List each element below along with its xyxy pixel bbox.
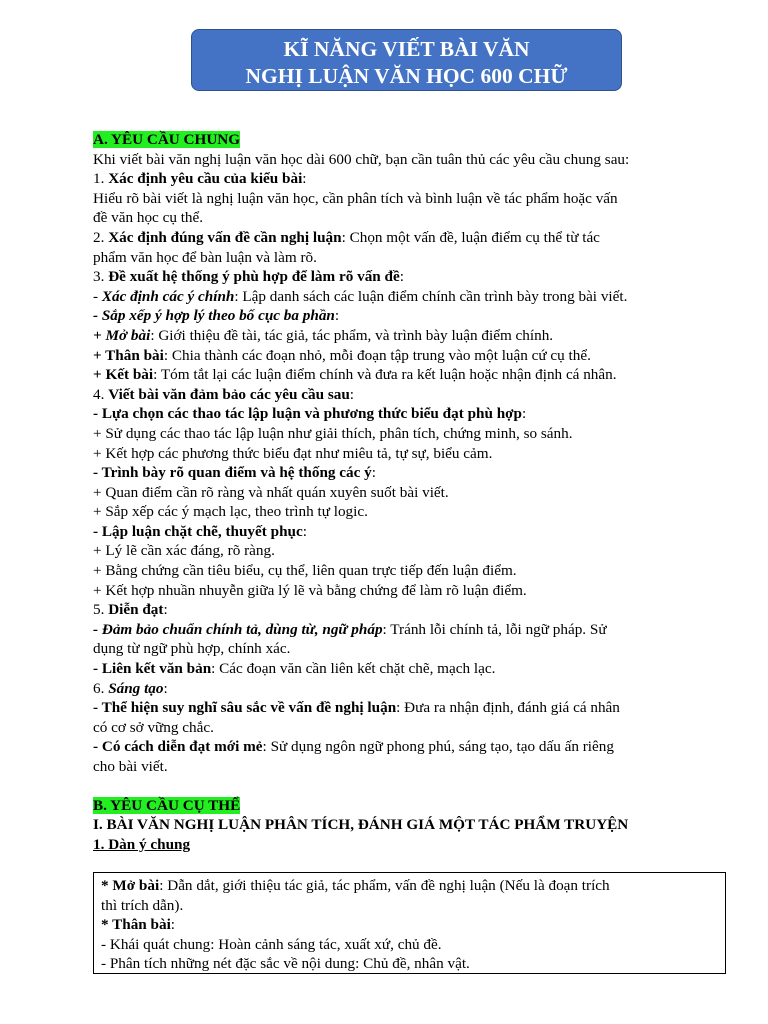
requirement-1: 1. Xác định yêu cầu của kiểu bài: <box>93 170 307 188</box>
requirement-4-b-2: + Sắp xếp các ý mạch lạc, theo trình tự logic. <box>93 503 368 521</box>
outline-box <box>93 872 726 974</box>
requirement-2: 2. Xác định đúng vấn đề cần nghị luận: Chọn một vấn đề, luận điểm cụ thể từ tác <box>93 228 600 246</box>
requirement-4-c-3: + Kết hợp nhuần nhuyễn giữa lý lẽ và bằng chứng để làm rõ luận điểm. <box>93 581 527 599</box>
document-title-banner <box>191 29 622 91</box>
requirement-3-ket-bai: + Kết bài: Tóm tắt lại các luận điểm chính và đưa ra kết luận hoặc nhận định cá nhân. <box>93 366 617 384</box>
intro-paragraph: Khi viết bài văn nghị luận văn học dài 600 chữ, bạn cần tuân thủ các yêu cầu chung sau: <box>93 150 630 168</box>
title-line-1: KĨ NĂNG VIẾT BÀI VĂN <box>283 37 530 61</box>
requirement-6-b-cont: cho bài viết. <box>93 758 168 775</box>
requirement-4-b: - Trình bày rõ quan điểm và hệ thống các ý: <box>93 464 376 482</box>
requirement-2-cont: phẩm văn học để bàn luận và làm rõ. <box>93 248 317 266</box>
requirement-5-a: - Đảm bảo chuẩn chính tả, dùng từ, ngữ pháp: Tránh lỗi chính tả, lỗi ngữ pháp. Sử <box>93 620 607 638</box>
requirement-4-c-1: + Lý lẽ cần xác đáng, rõ ràng. <box>93 542 275 560</box>
requirement-5-a-cont: dụng từ ngữ phù hợp, chính xác. <box>93 640 291 658</box>
requirement-1-text-cont: đề văn học cụ thể. <box>93 209 204 227</box>
requirement-3: 3. Đề xuất hệ thống ý phù hợp để làm rõ vấn đề: <box>93 268 404 286</box>
section-b-heading: B. YÊU CẦU CỤ THỂ <box>93 796 241 814</box>
section-a-heading: A. YÊU CẦU CHUNG <box>93 131 241 148</box>
requirement-3-mo-bai: + Mở bài: Giới thiệu đề tài, tác giả, tác phẩm, và trình bày luận điểm chính. <box>93 326 554 344</box>
requirement-6-b: - Có cách diễn đạt mới mẻ: Sử dụng ngôn ngữ phong phú, sáng tạo, tạo dấu ấn riêng <box>93 738 614 756</box>
requirement-4-b-1: + Quan điểm cần rõ ràng và nhất quán xuyên suốt bài viết. <box>93 483 449 501</box>
requirement-6: 6. Sáng tạo: <box>93 679 168 697</box>
requirement-4-c-2: + Bằng chứng cần tiêu biểu, cụ thể, liên quan trực tiếp đến luận điểm. <box>93 562 517 580</box>
title-line-2: NGHỊ LUẬN VĂN HỌC 600 CHỮ <box>245 64 568 88</box>
requirement-6-a-cont: có cơ sở vững chắc. <box>93 718 214 736</box>
outline-than-bai-2: - Phân tích những nét đặc sắc về nội dung: Chủ đề, nhân vật. <box>101 955 470 973</box>
requirement-5: 5. Diễn đạt: <box>93 601 168 619</box>
outline-than-bai-1: - Khái quát chung: Hoàn cảnh sáng tác, xuất xứ, chủ đề. <box>101 935 442 953</box>
requirement-6-a: - Thể hiện suy nghĩ sâu sắc về vấn đề nghị luận: Đưa ra nhận định, đánh giá cá nhân <box>93 699 620 717</box>
outline-mo-bai-cont: thì trích dẫn). <box>101 896 184 914</box>
document-body <box>93 130 743 854</box>
outline-than-bai: * Thân bài: <box>101 916 176 934</box>
requirement-4: 4. Viết bài văn đảm bảo các yêu cầu sau: <box>93 385 355 403</box>
outline-heading: 1. Dàn ý chung <box>93 835 191 853</box>
requirement-4-a-2: + Kết hợp các phương thức biểu đạt như miêu tả, tự sự, biểu cảm. <box>93 444 493 462</box>
requirement-3-a: - Xác định các ý chính: Lập danh sách các luận điểm chính cần trình bày trong bài viết. <box>93 287 628 305</box>
requirement-3-b: - Sắp xếp ý hợp lý theo bố cục ba phần: <box>93 307 340 325</box>
outline-mo-bai: * Mở bài: Dẫn dắt, giới thiệu tác giả, tác phẩm, vấn đề nghị luận (Nếu là đoạn trích <box>101 877 610 894</box>
requirement-5-b: - Liên kết văn bản: Các đoạn văn cần liên kết chặt chẽ, mạch lạc. <box>93 660 496 678</box>
section-b-subheading: I. BÀI VĂN NGHỊ LUẬN PHÂN TÍCH, ĐÁNH GIÁ MỘT TÁC PHẨM TRUYỆN <box>93 816 629 834</box>
requirement-1-text: Hiểu rõ bài viết là nghị luận văn học, cần phân tích và bình luận về tác phẩm hoặc vấn <box>93 189 618 207</box>
requirement-4-a-1: + Sử dụng các thao tác lập luận như giải thích, phân tích, chứng minh, so sánh. <box>93 424 573 442</box>
requirement-4-a: - Lựa chọn các thao tác lập luận và phương thức biểu đạt phù hợp: <box>93 405 527 423</box>
requirement-3-than-bai: + Thân bài: Chia thành các đoạn nhỏ, mỗi đoạn tập trung vào một luận cứ cụ thể. <box>93 346 591 364</box>
requirement-4-c: - Lập luận chặt chẽ, thuyết phục: <box>93 522 307 540</box>
